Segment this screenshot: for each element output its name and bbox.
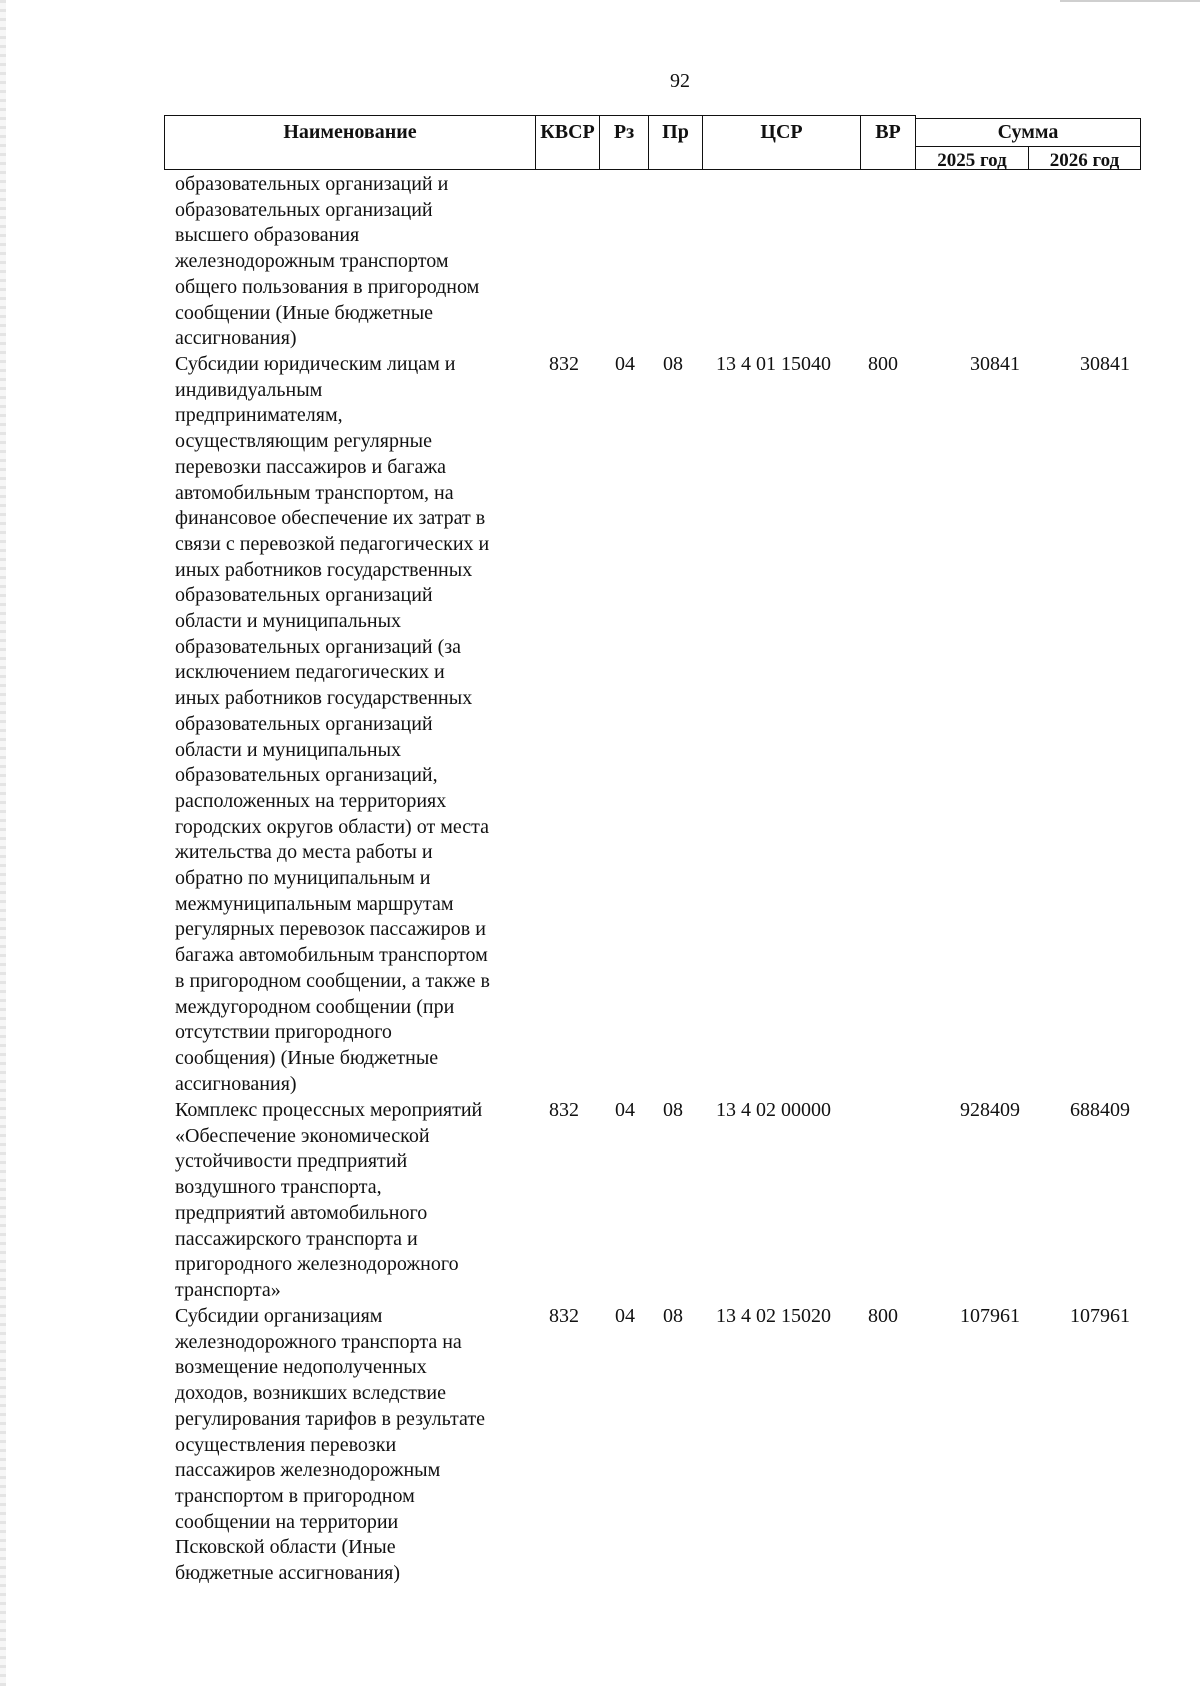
row-name: Субсидии юридическим лицам и индивидуальным предпринимателям, осуществляющим регулярные перевозки пассажиров и багажа автомобильным транспортом, на финансовое обеспечение их затрат в связи с перевозкой педагогических и иных работников государственных образовательных организаций области и муниципальных образовательных организаций (за исключением педагогических и иных работников государственных образовательных организаций области и муниципальных образовательных организаций, расположенных на территориях городских округов области) от места жительства до места работы и обратно по муниципальным и межмуниципальным маршрутам регулярных перевозок пассажиров и багажа автомобильным транспортом в пригородном сообщении, а также в междугородном сообщении (при отсутствии пригородного сообщения) (Иные бюджетные ассигнования) bbox=[175, 353, 490, 1095]
row-sum-2025: 107961 bbox=[960, 1305, 1020, 1327]
row-pr: 08 bbox=[663, 1099, 683, 1121]
row-csr: 13 4 02 00000 bbox=[716, 1099, 831, 1121]
row-sum-2026: 688409 bbox=[1070, 1099, 1130, 1121]
row-rz: 04 bbox=[615, 1099, 635, 1121]
header-pr: Пр bbox=[648, 115, 703, 170]
row-kvsr: 832 bbox=[549, 1099, 579, 1121]
row-rz: 04 bbox=[615, 353, 635, 375]
scan-edge bbox=[0, 0, 6, 1686]
scan-edge-top bbox=[1060, 0, 1200, 2]
row-csr: 13 4 02 15020 bbox=[716, 1305, 831, 1327]
header-kvsr: КВСР bbox=[535, 115, 600, 170]
page-number: 92 bbox=[670, 70, 690, 92]
row-sum-2026: 107961 bbox=[1070, 1305, 1130, 1327]
header-rz: Рз bbox=[599, 115, 649, 170]
header-sum: Сумма bbox=[915, 118, 1141, 147]
row-pr: 08 bbox=[663, 353, 683, 375]
row-vr: 800 bbox=[868, 353, 898, 375]
row-name: Субсидии организациям железнодорожного транспорта на возмещение недополученных доходов, возникших вследствие регулирования тарифов в результате осуществления перевозки пассажиров железнодорожным транспортом в пригородном сообщении на территории Псковской области (Иные бюджетные ассигнования) bbox=[175, 1305, 485, 1585]
table-header bbox=[164, 115, 1141, 170]
row-pr: 08 bbox=[663, 1305, 683, 1327]
header-year-2025: 2025 год bbox=[915, 146, 1029, 170]
row-sum-2025: 928409 bbox=[960, 1099, 1020, 1121]
row-rz: 04 bbox=[615, 1305, 635, 1327]
row-sum-2026: 30841 bbox=[1080, 353, 1130, 375]
header-vr: ВР bbox=[860, 115, 916, 170]
row-name: образовательных организаций и образовательных организаций высшего образования железнодорожным транспортом общего пользования в пригородном сообщении (Иные бюджетные ассигнования) bbox=[175, 173, 480, 350]
row-name: Комплекс процессных мероприятий «Обеспечение экономической устойчивости предприятий воздушного транспорта, предприятий автомобильного пассажирского транспорта и пригородного железнодорожного транспорта» bbox=[175, 1099, 483, 1301]
row-sum-2025: 30841 bbox=[970, 353, 1020, 375]
header-year-2026: 2026 год bbox=[1028, 146, 1141, 170]
row-kvsr: 832 bbox=[549, 1305, 579, 1327]
header-name: Наименование bbox=[164, 115, 536, 170]
header-csr: ЦСР bbox=[702, 115, 861, 170]
row-vr: 800 bbox=[868, 1305, 898, 1327]
row-csr: 13 4 01 15040 bbox=[716, 353, 831, 375]
row-kvsr: 832 bbox=[549, 353, 579, 375]
